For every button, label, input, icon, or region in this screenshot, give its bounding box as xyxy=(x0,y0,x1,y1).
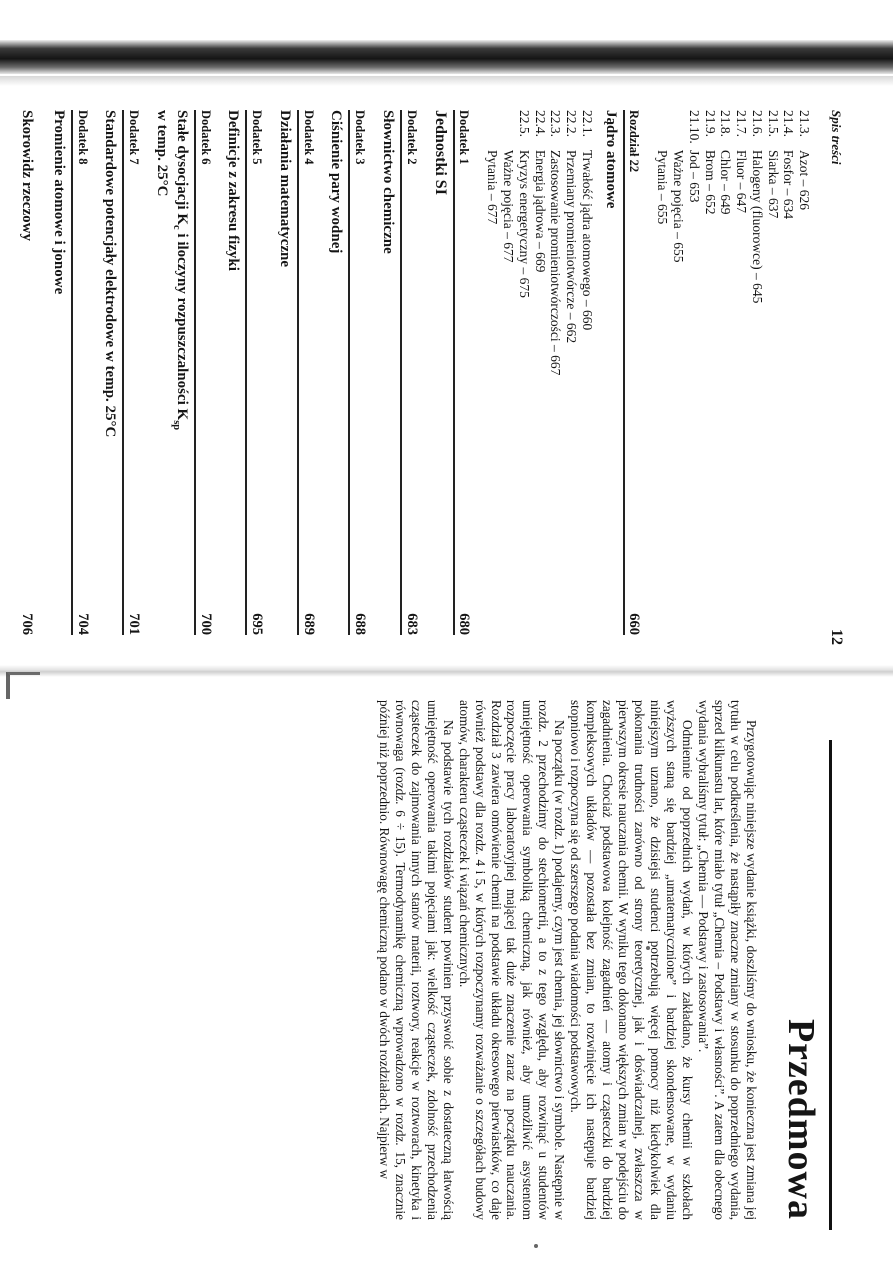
appendix-title: Promienie atomowe i jonowe xyxy=(50,110,67,295)
appendix-title: Definicje z zakresu fizyki xyxy=(225,110,242,271)
toc-section-row: 21.8. Chlor – 649 xyxy=(718,110,734,215)
toc-section-row: 21.6. Halogeny (fluorowce) – 645 xyxy=(749,110,765,304)
appendix-page: 695 xyxy=(249,613,266,635)
toc-section-row: 21.9. Brom – 652 xyxy=(702,110,718,215)
preface-title: Przedmowa xyxy=(780,1018,822,1220)
toc-section-row: 22.1. Trwałość jądra atomowego – 660 xyxy=(579,110,595,331)
appendix-entry xyxy=(101,110,143,635)
speck xyxy=(534,1244,538,1248)
preface-paragraph: Na początku (w rozdz. 1) podajemy, czym jest chemia, jej słownictwo i symbole. Następnie w rozdz. 2 przechodzimy do stechiometrii, a to z tego względu, aby rozwinąć u studentów umiejętność operowania symboliką chemiczną, jak również, aby umożliwić asystentom rozpoczęcie pracy laboratoryjnej mającej tak duże znaczenie zaraz na początku nauczania. Rozdział 3 zawiera omówienie chemii na podstawie układu okresowego pierwiastków, co daje również podstawy dla rozdz. 4 i 5, w których rozpoczynamy rozważanie o szczegółach budowy atomów, charakteru cząsteczek i wiązań chemicznych. xyxy=(456,700,568,1220)
appendix-label: Dodatek 5 xyxy=(250,110,265,165)
appendix-page: 688 xyxy=(352,613,369,635)
appendix-title: Stałe dysocjacji $K_c$ i iloczyny rozpuszczalności $K_{sp}$ w temp. 25°C xyxy=(153,110,190,431)
toc-section-row: 21.7. Fluor – 647 xyxy=(734,110,750,214)
toc-section-row: Ważne pojęcia – 677 xyxy=(501,150,517,263)
appendix-label: Dodatek 6 xyxy=(198,110,213,165)
preface-paragraph: Przygotowując niniejsze wydanie książki, doszliśmy do wniosku, że konieczna jest zmiana jej tytułu w celu podkreślenia, że nastąpiły znaczne zmiany w stosunku do poprzedniego wydania, sprzed kilkunastu lat, które miało tytuł „Chemia – Podstawy i własności”. A zatem dla obecnego wydania wybraliśmy tytuł: „Chemia — Podstawy i zastosowania”. xyxy=(696,700,760,1220)
toc-section-row: 22.3. Zastosowanie promieniotwórczości – 667 xyxy=(548,110,564,376)
toc-section-row: Ważne pojęcia – 655 xyxy=(671,150,687,263)
appendix-title: Działania matematyczne xyxy=(276,110,293,268)
toc-section-row: 21.10. Jod – 653 xyxy=(686,110,702,203)
index-entry xyxy=(17,110,36,635)
chapter-label: Rozdział 22 xyxy=(627,110,642,173)
appendix-page: 689 xyxy=(300,613,317,635)
toc-title: Spis treści xyxy=(829,110,844,165)
appendix-label: Dodatek 4 xyxy=(301,110,316,165)
appendix-entry xyxy=(275,110,317,635)
chapter-page: 660 xyxy=(626,613,643,635)
page-number: 12 xyxy=(828,629,845,645)
toc-section-row: 21.5. Siarka – 637 xyxy=(765,110,781,219)
appendix-label: Dodatek 3 xyxy=(353,110,368,165)
toc-page xyxy=(19,110,845,645)
title-rule xyxy=(829,740,832,1230)
toc-section-row: Pytania – 677 xyxy=(485,150,501,225)
index-page: 706 xyxy=(19,613,36,635)
appendix-label: Dodatek 7 xyxy=(127,110,142,165)
appendix-entry xyxy=(152,110,214,635)
appendix-title: Ciśnienie pary wodnej xyxy=(328,110,345,254)
appendix-title: Standardowe potencjały elektrodowe w temp. 25°C xyxy=(102,110,119,438)
appendix-entry xyxy=(430,110,473,635)
appendix-entry xyxy=(224,110,266,635)
toc-section-row: 22.2. Przemiany promieniotwórcze – 662 xyxy=(564,110,580,344)
page-gutter xyxy=(0,665,893,677)
appendix-title: Słownictwo chemiczne xyxy=(379,110,396,254)
preface-paragraph: Odmiennie od poprzednich wydań, w których zakładano, że kursy chemii w szkołach wyższych staną się bardziej „umatematycznione” i bardziej skondensowane, w wydaniu niniejszym uznano, że dzisiejsi studenci potrzebują więcej pomocy niż kiedykolwiek dla pokonania trudności zarówno od strony teoretycznej, jak i doświadczalnej, zwłaszcza w pierwszym okresie nauczania chemii. W wyniku tego dokonano większych zmian w podejściu do zagadnienia. Chociaż podstawowa kolejność zagadnień — atomy i cząsteczki do bardziej kompleksowych układów — pozostała bez zmian, to rozwinięcie ich następuje bardziej stopniowo i rozpoczyna się od szerszego podania wiadomości podstawowych. xyxy=(568,700,696,1220)
preface-page xyxy=(52,700,832,1220)
toc-header xyxy=(826,110,845,645)
toc-section-row: 21.3. Azot – 626 xyxy=(797,110,813,210)
preface-paragraph: Na podstawie tych rozdziałów student powinien przyswoić sobie z dostateczną łatwością umiejętność operowania takimi pojęciami jak: wielkość cząsteczek, zdolność przechodzenia cząsteczek do zajmowania innych stanów materii, roztwory, reakcje w roztworach, kinetyka i równowaga (rozdz. 6 ÷ 15). Termodynamikę chemiczną wprowadzono w rozdz. 15, znacznie później niż poprzednio. Równowagę chemiczną podano w dwóch rozdziałach. Najpierw w xyxy=(376,700,456,1220)
appendix-page: 680 xyxy=(456,613,473,635)
chapter21-sections xyxy=(654,110,812,635)
appendix-entry xyxy=(49,110,91,635)
scan-edge-shadow xyxy=(0,40,893,74)
appendix-label: Dodatek 2 xyxy=(404,110,419,165)
appendix-entry xyxy=(378,110,420,635)
index-title: Skorowidz rzeczowy xyxy=(19,110,36,241)
toc-section-row: 22.4. Energia jądrowa – 669 xyxy=(532,110,548,273)
appendix-title: Jednostki SI xyxy=(431,110,449,195)
scan-edge-fade xyxy=(0,76,893,86)
toc-section-row: 21.4. Fosfor – 634 xyxy=(781,110,797,220)
toc-section-row: Pytania – 655 xyxy=(655,150,671,225)
appendix-label: Dodatek 1 xyxy=(457,110,472,165)
chapter22-header xyxy=(623,110,643,635)
scan-margin-mark xyxy=(6,672,40,699)
appendix-page: 700 xyxy=(197,613,214,635)
appendix-entry xyxy=(327,110,369,635)
appendix-page: 704 xyxy=(74,613,91,635)
appendix-page: 701 xyxy=(126,613,143,635)
toc-section-row: 22.5. Kryzys energetyczny – 675 xyxy=(516,110,532,298)
appendix-page: 683 xyxy=(403,613,420,635)
chapter-title: Jądro atomowe xyxy=(602,110,619,209)
appendix-label: Dodatek 8 xyxy=(75,110,90,165)
chapter22-sections xyxy=(485,110,595,635)
